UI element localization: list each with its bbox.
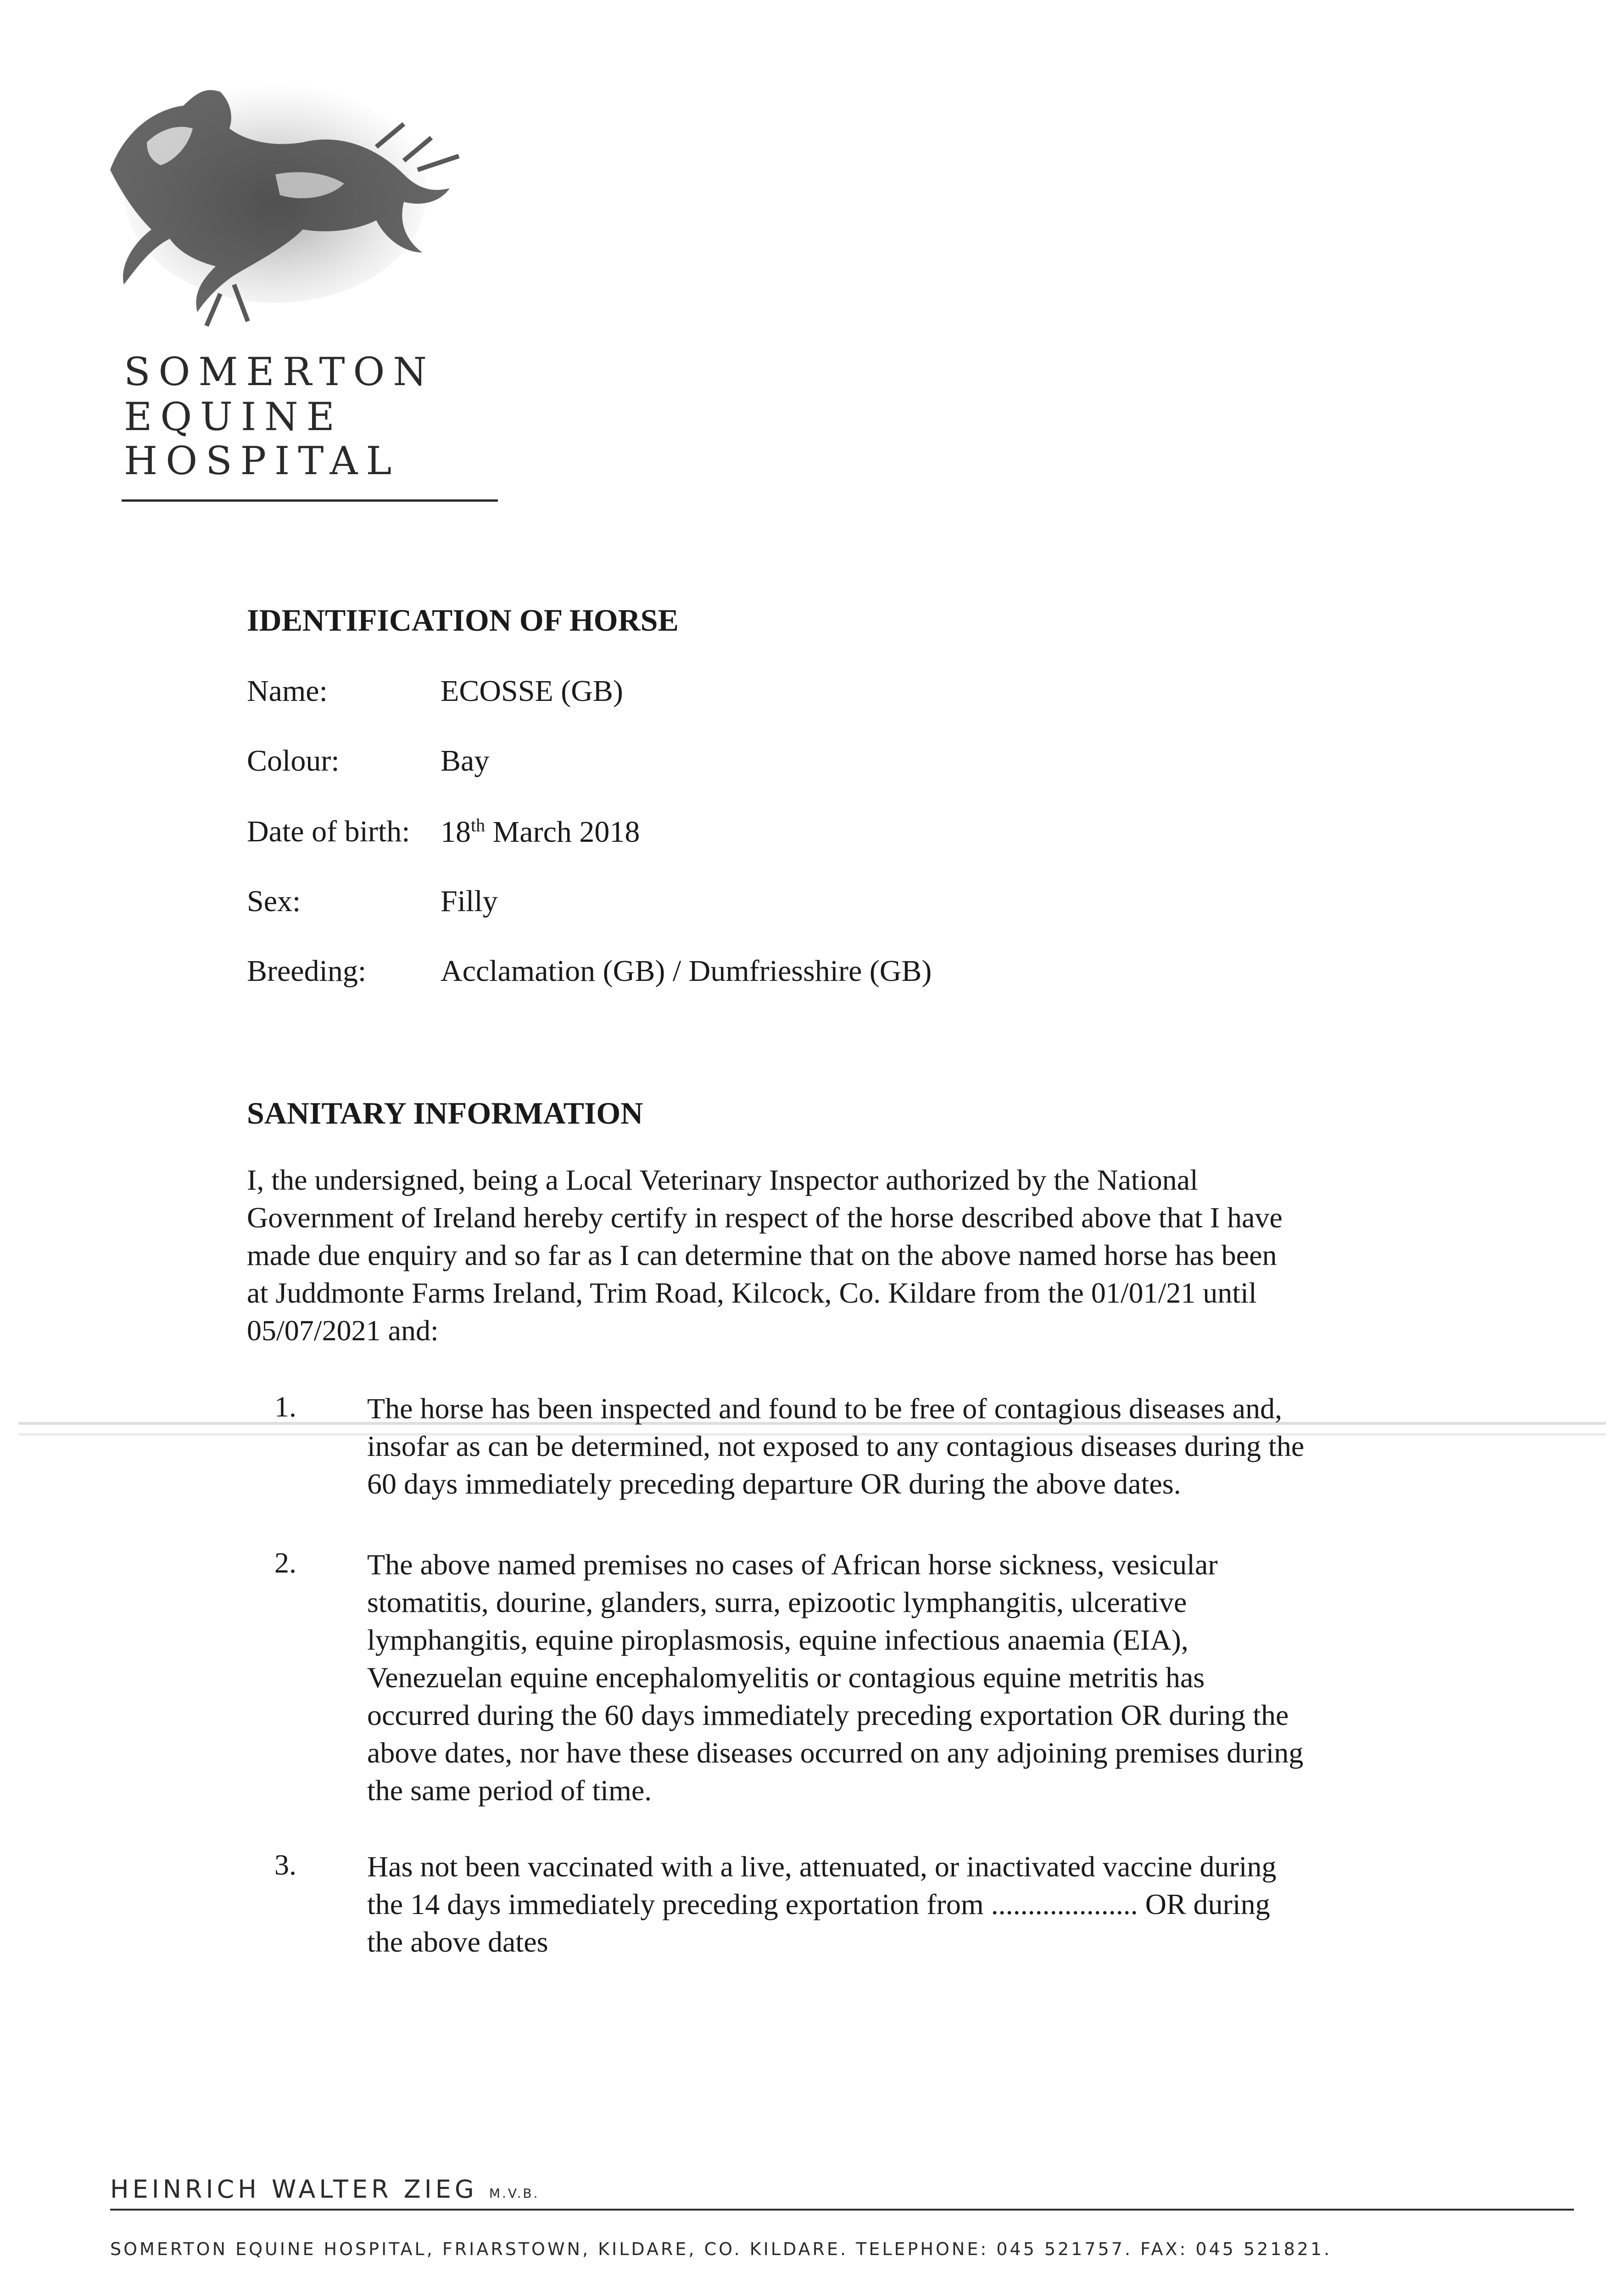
item-line: above dates, nor have these diseases occurred on any adjoining premises during xyxy=(367,1736,1304,1769)
paragraph-line: made due enquiry and so far as I can determine that on the above named horse has been xyxy=(247,1239,1277,1271)
list-item xyxy=(367,1848,1468,1961)
item-line: Venezuelan equine encephalomyelitis or contagious equine metritis has xyxy=(367,1661,1205,1694)
item-line: stomatitis, dourine, glanders, surra, epizootic lymphangitis, ulcerative xyxy=(367,1586,1187,1618)
list-item xyxy=(367,1390,1468,1503)
item-line: the above dates xyxy=(367,1926,548,1958)
dob-day: 18 xyxy=(441,815,471,849)
sex-value: Filly xyxy=(441,884,498,918)
item-line: the same period of time. xyxy=(367,1774,652,1807)
breeding-label: Breeding: xyxy=(247,954,367,988)
item-line: The above named premises no cases of African horse sickness, vesicular xyxy=(367,1548,1218,1581)
name-value: ECOSSE (GB) xyxy=(441,674,623,708)
item-number: 3. xyxy=(274,1848,296,1881)
list-item xyxy=(367,1546,1468,1809)
item-number: 2. xyxy=(274,1546,296,1579)
item-number: 1. xyxy=(274,1390,296,1423)
vet-qualification: M.V.B. xyxy=(489,2186,540,2201)
dob-suffix: th xyxy=(471,815,486,835)
dob-label: Date of birth: xyxy=(247,815,410,848)
paragraph-line: 05/07/2021 and: xyxy=(247,1314,439,1347)
vet-name: HEINRICH WALTER ZIEG xyxy=(110,2175,478,2204)
item-line: Has not been vaccinated with a live, attenuated, or inactivated vaccine during xyxy=(367,1850,1277,1883)
paragraph-line: Government of Ireland hereby certify in respect of the horse described above that I have xyxy=(247,1201,1283,1234)
colour-label: Colour: xyxy=(247,744,340,778)
dob-rest: March 2018 xyxy=(485,815,640,849)
vet-signature-name xyxy=(110,2175,539,2204)
sex-label: Sex: xyxy=(247,884,301,918)
logo-text-somerton: SOMERTON xyxy=(124,349,435,394)
item-line: The horse has been inspected and found to be free of contagious diseases and, xyxy=(367,1392,1282,1425)
logo-text-hospital: HOSPITAL xyxy=(124,438,400,483)
item-line: 60 days immediately preceding departure OR during the above dates. xyxy=(367,1467,1181,1500)
item-line: the 14 days immediately preceding exportation from .................... OR during xyxy=(367,1888,1270,1920)
paragraph-line: I, the undersigned, being a Local Veterinary Inspector authorized by the National xyxy=(247,1164,1198,1196)
paragraph-line: at Juddmonte Farms Ireland, Trim Road, Kilcock, Co. Kildare from the 01/01/21 until xyxy=(247,1276,1257,1309)
identification-heading: IDENTIFICATION OF HORSE xyxy=(247,603,679,638)
galloping-horse-icon xyxy=(83,55,496,340)
item-line: insofar as can be determined, not exposed to any contagious diseases during the xyxy=(367,1430,1305,1462)
sanitary-heading: SANITARY INFORMATION xyxy=(247,1096,643,1131)
dob-value xyxy=(441,814,640,850)
colour-value: Bay xyxy=(441,744,490,778)
name-label: Name: xyxy=(247,674,328,708)
letterhead-divider xyxy=(122,499,498,502)
logo-text-equine: EQUINE xyxy=(124,394,343,439)
footer-divider xyxy=(110,2209,1574,2211)
certification-paragraph xyxy=(247,1161,1440,1349)
breeding-value: Acclamation (GB) / Dumfriesshire (GB) xyxy=(441,954,932,988)
item-line: occurred during the 60 days immediately preceding exportation OR during the xyxy=(367,1699,1289,1731)
footer-address: SOMERTON EQUINE HOSPITAL, FRIARSTOWN, KILDARE, CO. KILDARE. TELEPHONE: 045 521757. FAX: 045 521821. xyxy=(110,2239,1332,2259)
item-line: lymphangitis, equine piroplasmosis, equine infectious anaemia (EIA), xyxy=(367,1623,1189,1656)
